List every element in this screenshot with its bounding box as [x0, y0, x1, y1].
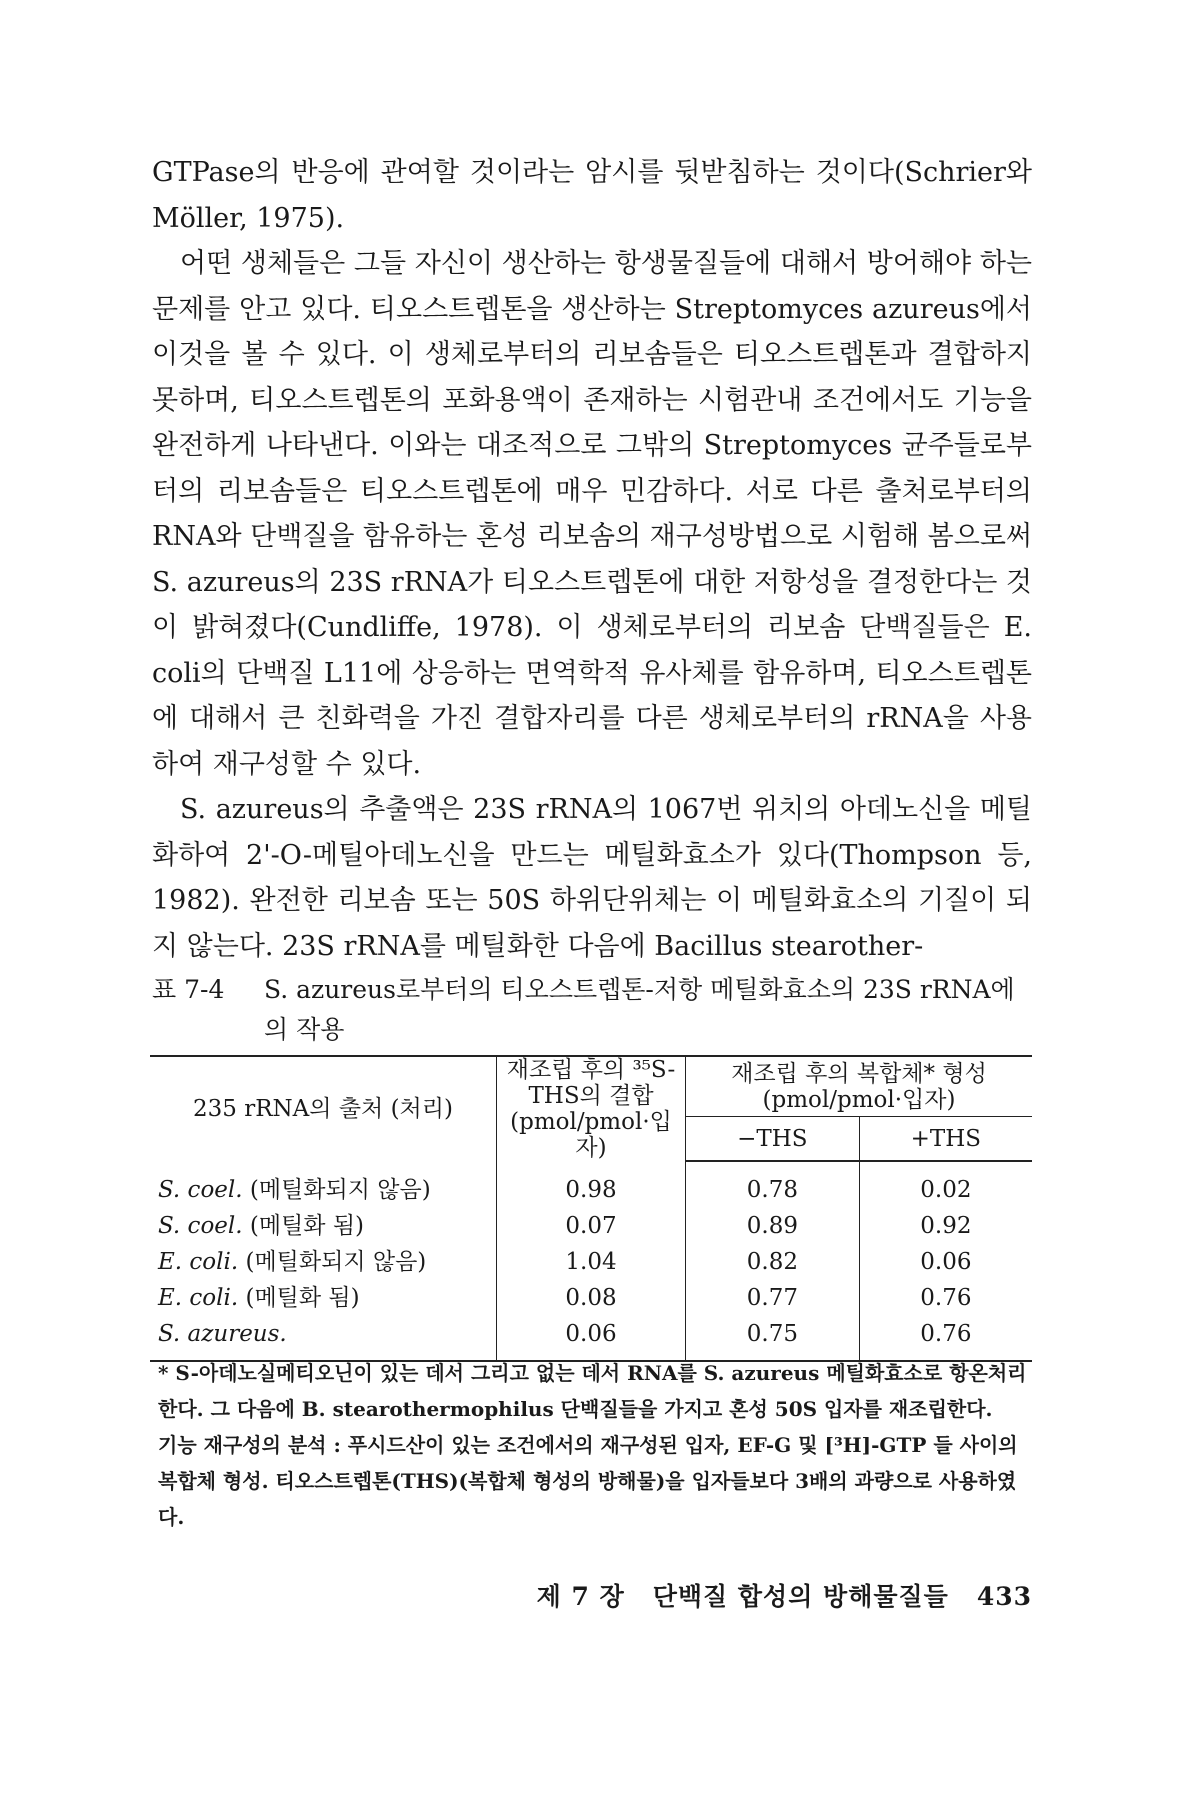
binding-value: 0.07: [497, 1208, 686, 1244]
source-cell: [150, 1161, 497, 1208]
header-plus-ths: +THS: [859, 1117, 1032, 1161]
paragraph-1: GTPase의 반응에 관여할 것이라는 암시를 뒷받침하는 것이다(Schrier와 Möller, 1975).: [152, 157, 1032, 234]
footnote-2: 기능 재구성의 분석 : 푸시드산이 있는 조건에서의 재구성된 입자, EF-G 및 [³H]-GTP 들 사이의 복합체 형성. 티오스트렙톤(THS)(복합체 형성의 방해물)을 입자들보다 3배의 과량으로 사용하였다.: [158, 1433, 1018, 1529]
plus-ths-value: 0.76: [859, 1316, 1032, 1361]
source-cell: [150, 1244, 497, 1280]
plus-ths-value: 0.76: [920, 1285, 972, 1311]
paragraph-3: S. azureus의 추출액은 23S rRNA의 1067번 위치의 아데노신을 메틸화하여 2'-O-메틸아데노신을 만드는 메틸화효소가 있다(Thompson 등, 1982). 완전한 리보솜 또는 50S 하위단위체는 이 메틸화효소의 기질이 되지 않는다. 23S rRNA를 메틸화한 다음에 Bacillus stearother-: [152, 794, 1032, 962]
treatment: (메틸화되지 않음): [245, 1249, 427, 1275]
plus-ths-value: 0.06: [920, 1249, 972, 1275]
table-footnote: [158, 1355, 1032, 1535]
minus-ths-value: 0.75: [686, 1316, 860, 1361]
header-complex: 재조립 후의 복합체* 형성 (pmol/pmol·입자): [686, 1056, 1033, 1117]
table-row: [150, 1208, 1032, 1244]
header-source: 235 rRNA의 출처 (처리): [150, 1056, 497, 1161]
treatment: (메틸화 됨): [245, 1285, 360, 1311]
source-cell: [150, 1208, 497, 1244]
plus-ths-value: 0.92: [920, 1213, 972, 1239]
body-text: [152, 150, 1032, 969]
table-number: 표 7-4: [152, 975, 225, 1004]
table-row: [150, 1280, 1032, 1316]
page-footer: [537, 1577, 1032, 1613]
minus-ths-value: 0.78: [686, 1161, 860, 1208]
species-name: E. coli.: [158, 1249, 239, 1275]
data-table: [150, 1055, 1032, 1362]
source-cell: [150, 1280, 497, 1316]
footnote-1: * S-아데노실메티오닌이 있는 데서 그리고 없는 데서 RNA를 S. azureus 메틸화효소로 항온처리한다. 그 다음에 B. stearothermophilus 단백질들을 가지고 혼성 50S 입자를 재조립한다.: [158, 1361, 1027, 1421]
chapter-title: 단백질 합성의 방해물질들: [652, 1582, 949, 1611]
table-caption: [152, 970, 1032, 1050]
table-row: [150, 1244, 1032, 1280]
species-name: E. coli.: [158, 1285, 239, 1311]
binding-value: 0.06: [497, 1316, 686, 1361]
species-name: S. coel.: [158, 1213, 243, 1239]
binding-value: 0.08: [497, 1280, 686, 1316]
minus-ths-value: 0.77: [686, 1280, 860, 1316]
header-reconstitution: 재조립 후의 ³⁵S-THS의 결합 (pmol/pmol·입자): [497, 1056, 686, 1161]
treatment: (메틸화 됨): [249, 1213, 365, 1239]
species-name: S. azureus.: [158, 1321, 287, 1347]
binding-value: 0.98: [497, 1161, 686, 1208]
binding-value: 1.04: [497, 1244, 686, 1280]
minus-ths-value: 0.82: [686, 1244, 860, 1280]
table-row: [150, 1161, 1032, 1208]
page-number: 433: [976, 1582, 1032, 1611]
minus-ths-value: 0.89: [686, 1208, 860, 1244]
paragraph-2: 어떤 생체들은 그들 자신이 생산하는 항생물질들에 대해서 방어해야 하는 문제를 안고 있다. 티오스트렙톤을 생산하는 Streptomyces azureus에서 이것을 볼 수 있다. 이 생체로부터의 리보솜들은 티오스트렙톤과 결합하지 못하며, 티오스트렙톤의 포화용액이 존재하는 시험관내 조건에서도 기능을 완전하게 나타낸다. 이와는 대조적으로 그밖의 Streptomyces 균주들로부터의 리보솜들은 티오스트렙톤에 매우 민감하다. 서로 다른 출처로부터의 RNA와 단백질을 함유하는 혼성 리보솜의 재구성방법으로 시험해 봄으로써 S. azureus의 23S rRNA가 티오스트렙톤에 대한 저항성을 결정한다는 것이 밝혀졌다(Cundliffe, 1978). 이 생체로부터의 리보솜 단백질들은 E. coli의 단백질 L11에 상응하는 면역학적 유사체를 함유하며, 티오스트렙톤에 대해서 큰 친화력을 가진 결합자리를 다른 생체로부터의 rRNA을 사용하여 재구성할 수 있다.: [152, 248, 1032, 780]
header-minus-ths: −THS: [686, 1117, 860, 1161]
plus-ths-value: 0.02: [920, 1177, 972, 1203]
treatment: (메틸화되지 않음): [249, 1176, 431, 1203]
species-name: S. coel.: [158, 1176, 243, 1203]
table-title: S. azureus로부터의 티오스트렙톤-저항 메틸화효소의 23S rRNA에의 작용: [264, 975, 1015, 1044]
chapter-number: 제 7 장: [536, 1582, 625, 1611]
